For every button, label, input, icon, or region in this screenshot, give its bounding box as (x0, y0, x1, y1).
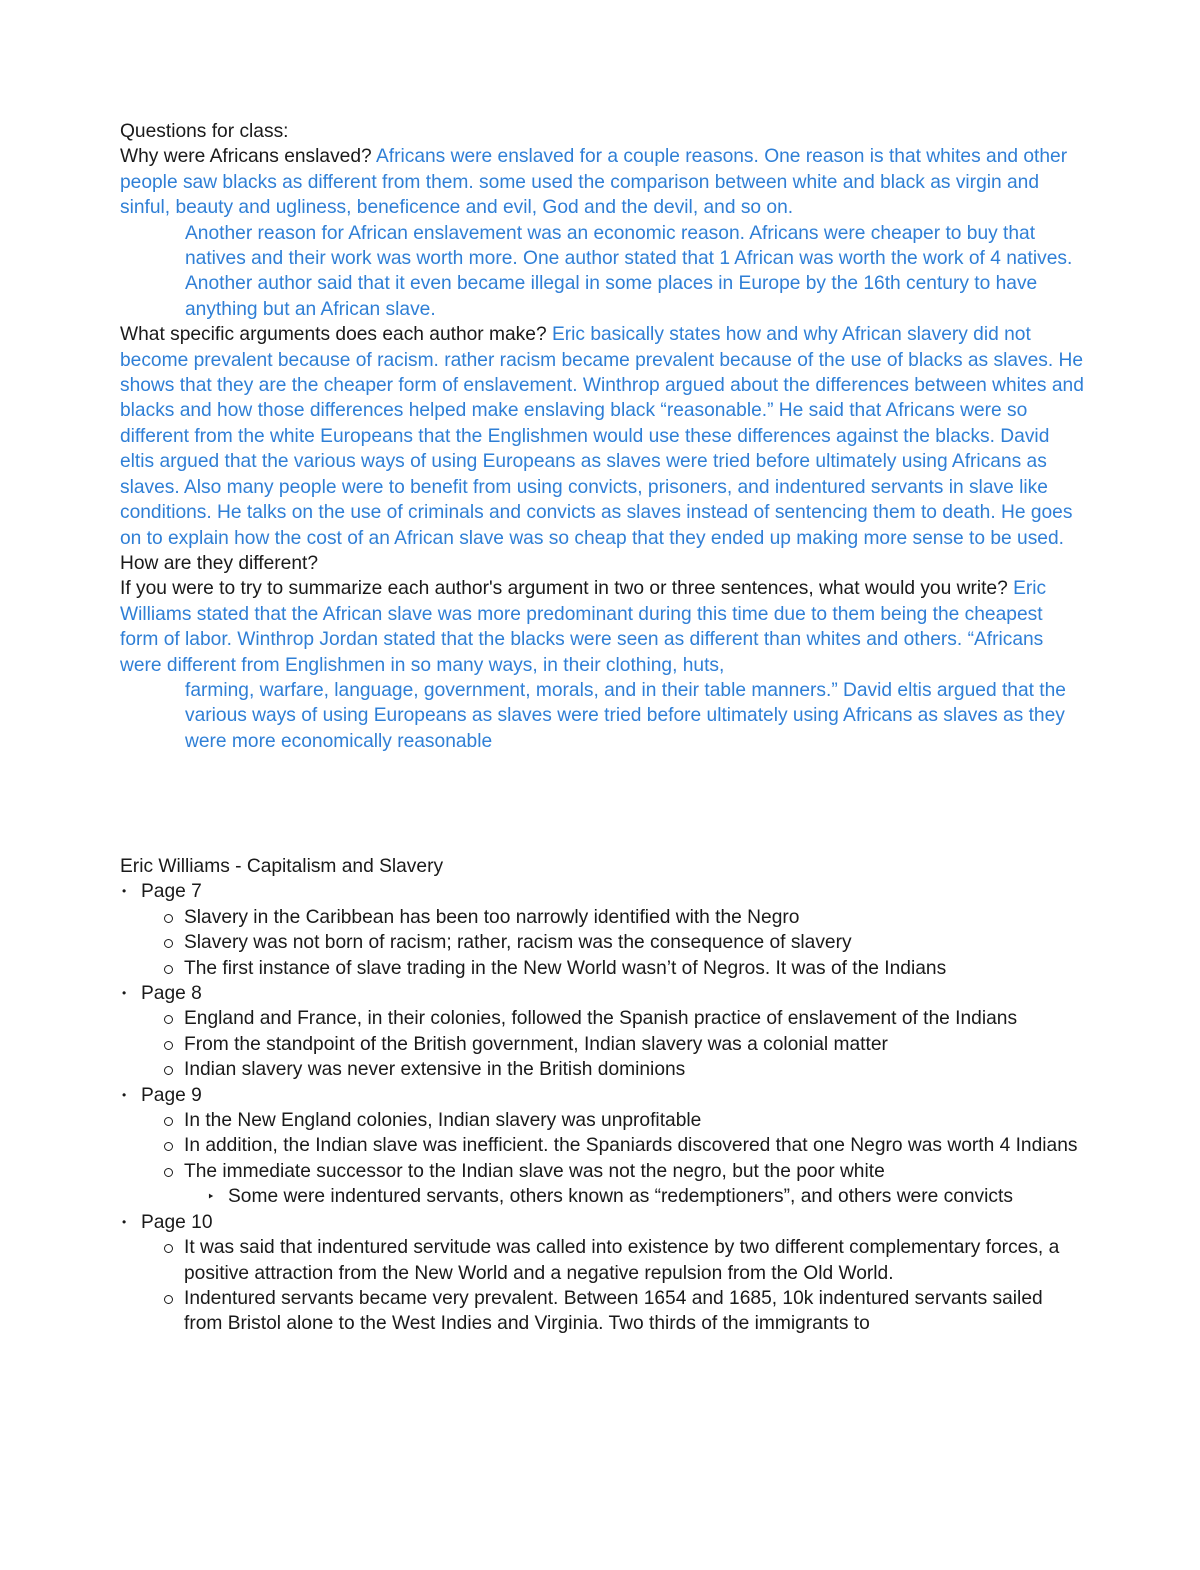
note-point: The immediate successor to the Indian slave was not the negro, but the poor white (120, 1159, 1085, 1184)
question-block-arguments (120, 322, 1085, 551)
questions-heading: Questions for class: (120, 121, 289, 142)
reading-notes-section (120, 854, 1085, 1337)
note-subpoint: ‣ Some were indentured servants, others known as “redemptioners”, and others were convicts (120, 1184, 1085, 1209)
answer-text-continued: Another reason for African enslavement was an economic reason. Africans were cheaper to buy that natives and their work was worth more. One author stated that 1 African was worth the work of 4 natives. Another author said that it even became illegal in some places in Europe by the 16th century to have anything but an African slave. (185, 222, 1073, 320)
question-text: If you were to try to summarize each author's argument in two or three sentences, what would you write? (120, 578, 1014, 600)
note-point: Slavery in the Caribbean has been too narrowly identified with the Negro (120, 905, 1085, 930)
answer-text: Africans were enslaved for a couple reasons. One reason is that whites and other people saw blacks as different from them. some used the comparison between white and black as virgin and sinful, beauty and ugliness, beneficence and evil, God and the devil, and so on. (120, 146, 1068, 219)
page-heading-item: • Page 10 (120, 1210, 1085, 1235)
question-different: How are they different? (120, 552, 319, 574)
note-point: In the New England colonies, Indian slavery was unprofitable (120, 1108, 1085, 1133)
note-point: It was said that indentured servitude was called into existence by two different complementary forces, a positive attraction from the New World and a negative repulsion from the Old World. (120, 1235, 1085, 1286)
question-text: What specific arguments does each author make? (120, 324, 552, 346)
note-point: The first instance of slave trading in the New World wasn’t of Negros. It was of the Indians (120, 956, 1085, 981)
question-text: Why were Africans enslaved? (120, 146, 376, 168)
note-point: Slavery was not born of racism; rather, racism was the consequence of slavery (120, 930, 1085, 955)
note-point: England and France, in their colonies, followed the Spanish practice of enslavement of the Indians (120, 1006, 1085, 1031)
answer-text: Eric basically states how and why African slavery did not become prevalent because of racism. rather racism became prevalent because of the use of blacks as slaves. He shows that they are the cheaper form of enslavement. Winthrop argued about the differences between whites and blacks and how those differences helped make enslaving black “reasonable.” He said that Africans were so different from the white Europeans that the Englishmen would use these differences against the blacks. David eltis argued that the various ways of using Europeans as slaves were tried before ultimately using Africans as slaves. Also many people were to benefit from using convicts, prisoners, and indentured servants in slave like conditions. He talks on the use of criminals and convicts as slaves instead of sentencing them to death. He goes on to explain how the cost of an African slave was so cheap that they ended up making more sense to be used. (120, 324, 1084, 549)
notes-title: Eric Williams - Capitalism and Slavery (120, 856, 444, 877)
page-heading-item: • Page 7 (120, 879, 1085, 904)
note-point: From the standpoint of the British government, Indian slavery was a colonial matter (120, 1032, 1085, 1057)
page-heading-item: • Page 8 (120, 981, 1085, 1006)
note-point: Indian slavery was never extensive in the British dominions (120, 1057, 1085, 1082)
answer-text-continued: farming, warfare, language, government, morals, and in their table manners.” David eltis argued that the various ways of using Europeans as slaves were tried before ultimately using Africans as slaves as they were more economically reasonable (185, 679, 1066, 752)
question-block-summary (120, 576, 1085, 678)
question-block-enslaved (120, 144, 1085, 220)
note-point: In addition, the Indian slave was inefficient. the Spaniards discovered that one Negro was worth 4 Indians (120, 1133, 1085, 1158)
answer-text: Eric Williams stated that the African slave was more predominant during this time due to them being the cheapest form of labor. Winthrop Jordan stated that the blacks were seen as different than whites and others. “Africans were different from Englishmen in so many ways, in their clothing, huts, (120, 578, 1047, 676)
page-heading-item: • Page 9 (120, 1083, 1085, 1108)
notes-outline (120, 879, 1085, 1336)
note-point: Indentured servants became very prevalent. Between 1654 and 1685, 10k indentured servants sailed from Bristol alone to the West Indies and Virginia. Two thirds of the immigrants to (120, 1286, 1085, 1337)
class-questions-section (120, 119, 1085, 754)
